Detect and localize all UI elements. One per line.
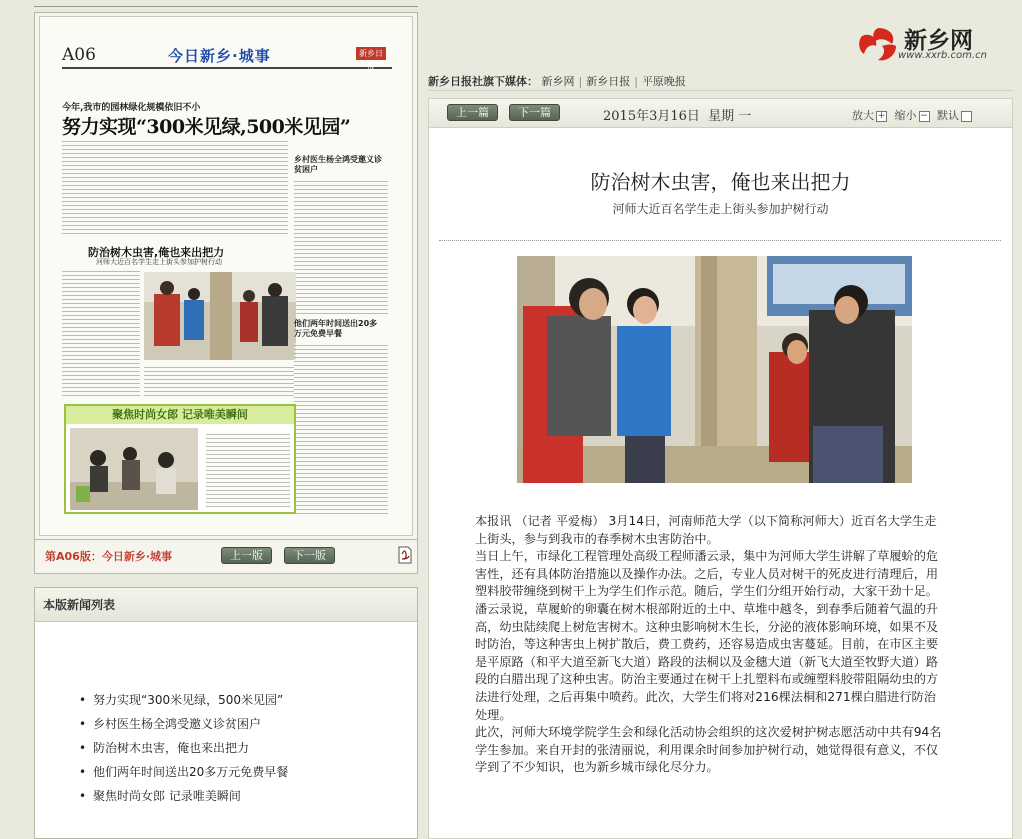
reset-icon[interactable] xyxy=(961,111,972,122)
media-label: 新乡日报社旗下媒体： xyxy=(428,75,538,88)
media-link-xinxiang-daily[interactable]: 新乡日报 xyxy=(586,75,631,88)
page-feature-box[interactable] xyxy=(64,404,296,514)
article-paragraph: 潘云录说，草履蚧的卵囊在树木根部附近的土中、草堆中越冬，到春季后随着气温的升高，幼虫陆续爬上树危害树木。这种虫影响树木生长，分泌的液体影响环境，如果不及时防治，等这种害虫上树扩散后，费工费药，还容易造成虫害蔓延。目前，在市区主要是平原路（和平大道至新飞大道）路段的法桐以及金穗大道（新飞大道至牧野大道）路段的白腊出现了这种虫害。防治主要通过在树干上扎塑料布或缠塑料胶带阻隔幼虫的方法进行处理，之后再集中喷药。此次，大学生们将对216棵法桐和271棵白腊进行防治处理。 xyxy=(475,601,939,722)
page-number: A06 xyxy=(62,45,96,65)
news-list-item[interactable]: • 乡村医生杨全鸿受邀义诊贫困户 xyxy=(79,712,288,736)
article-paragraph: 当日上午，市绿化工程管理处高级工程师潘云录，集中为河师大学生讲解了草履蚧的危害性，还有具体防治措施以及操作办法。之后，专业人员对树干的死皮进行清理后，用塑料胶带缠绕到树干上为学生们作示范。随后，学生们分组开始行动，大家干劲十足。 xyxy=(475,549,939,599)
zoom-controls xyxy=(852,107,976,123)
header-divider xyxy=(428,90,1013,91)
article-paragraph: 此次，河师大环境学院学生会和绿化活动协会组织的这次爱树护树志愿活动中共有94名学生参加。来自开封的张清丽说，利用课余时间参加护树行动，她觉得很有意义，不仅学到了不少知识，也为新乡城市绿化尽分力。 xyxy=(475,725,942,775)
zoom-default-label[interactable]: 默认 xyxy=(937,109,959,122)
page-text-block xyxy=(294,343,388,517)
media-links: 新乡日报社旗下媒体： 新乡网 | 新乡日报 | 平原晚报 xyxy=(428,75,686,88)
plus-icon[interactable]: + xyxy=(877,110,886,121)
page-header xyxy=(62,43,392,69)
newspaper-page-preview[interactable] xyxy=(34,12,418,540)
page-text-block xyxy=(206,432,290,508)
top-divider xyxy=(34,6,418,7)
pdf-download-icon[interactable] xyxy=(397,545,413,565)
article-toolbar xyxy=(428,98,1013,128)
page-side-story-1[interactable]: 乡村医生杨全鸿受邀义诊贫困户 xyxy=(294,155,382,174)
next-article-button[interactable]: 下一篇 xyxy=(509,104,560,121)
page-section-title: 今日新乡·城事 xyxy=(168,47,271,65)
minus-icon[interactable]: − xyxy=(920,110,928,121)
article-title: 防治树木虫害，俺也来出把力 xyxy=(590,170,851,194)
edition-label[interactable]: 第A06版：今日新乡·城事 xyxy=(45,550,172,563)
page-text-block xyxy=(144,365,294,399)
news-list-item[interactable]: • 防治树木虫害，俺也来出把力 xyxy=(79,736,288,760)
page-story-subtitle: 河师大近百名学生走上街头参加护树行动 xyxy=(96,258,222,266)
news-list-item[interactable]: • 聚焦时尚女郎 记录唯美瞬间 xyxy=(79,784,288,808)
news-list-panel xyxy=(34,587,418,839)
media-link-pingyuan-evening[interactable]: 平原晚报 xyxy=(641,75,686,88)
issue-date xyxy=(603,105,751,124)
media-link-xinxiangwang[interactable]: 新乡网 xyxy=(541,75,575,88)
page-text-block xyxy=(294,179,388,315)
page-feature-photo xyxy=(70,428,198,510)
site-url: www.xxrb.com.cn xyxy=(898,50,987,61)
article-subtitle: 河师大近百名学生走上街头参加护树行动 xyxy=(612,202,829,216)
page-text-block xyxy=(62,139,288,235)
site-logo[interactable] xyxy=(856,22,1006,66)
site-logo-icon xyxy=(856,24,900,64)
prev-article-button[interactable]: 上一篇 xyxy=(447,104,498,121)
news-list-item[interactable]: • 他们两年时间送出20多万元免费早餐 xyxy=(79,760,288,784)
zoom-in-label[interactable]: 放大 xyxy=(852,109,874,122)
page-text-block xyxy=(62,269,140,399)
page-story-title[interactable]: 防治树木虫害,俺也来出把力 xyxy=(88,246,225,259)
page-headline[interactable]: 努力实现“300米见绿,500米见园” xyxy=(62,116,351,138)
page-nav-bar xyxy=(34,540,418,574)
article-photo[interactable] xyxy=(517,256,912,483)
article-body xyxy=(475,513,945,777)
news-list-header: 本版新闻列表 xyxy=(35,588,417,622)
newspaper-logo: 新乡日报 xyxy=(356,47,386,60)
article-paragraph: 本报讯 （记者 平爱梅） 3月14日，河南师范大学（以下简称河师大）近百名大学生走上街头，参与到我市的春季树木虫害防治中。 xyxy=(475,514,937,546)
article-panel xyxy=(428,128,1013,839)
page-side-story-2[interactable]: 他们两年时间送出20多万元免费早餐 xyxy=(294,319,378,338)
page-thumbnail[interactable] xyxy=(39,16,413,536)
issue-date-value: 2015年3月16日 xyxy=(603,109,700,124)
news-list-item[interactable]: • 努力实现“300米见绿，500米见园” xyxy=(79,688,288,712)
news-list xyxy=(79,688,288,808)
prev-page-button[interactable]: 上一版 xyxy=(221,547,272,564)
page-feature-title: 聚焦时尚女郎 记录唯美瞬间 xyxy=(66,406,294,424)
site-name: 新乡网 xyxy=(904,28,973,54)
page-story-photo xyxy=(144,272,296,360)
page-kicker: 今年,我市的园林绿化规模依旧不小 xyxy=(62,103,201,113)
article-divider xyxy=(439,240,1001,241)
next-page-button[interactable]: 下一版 xyxy=(284,547,335,564)
zoom-out-label[interactable]: 缩小 xyxy=(894,109,917,122)
issue-weekday: 星期 一 xyxy=(708,109,752,124)
